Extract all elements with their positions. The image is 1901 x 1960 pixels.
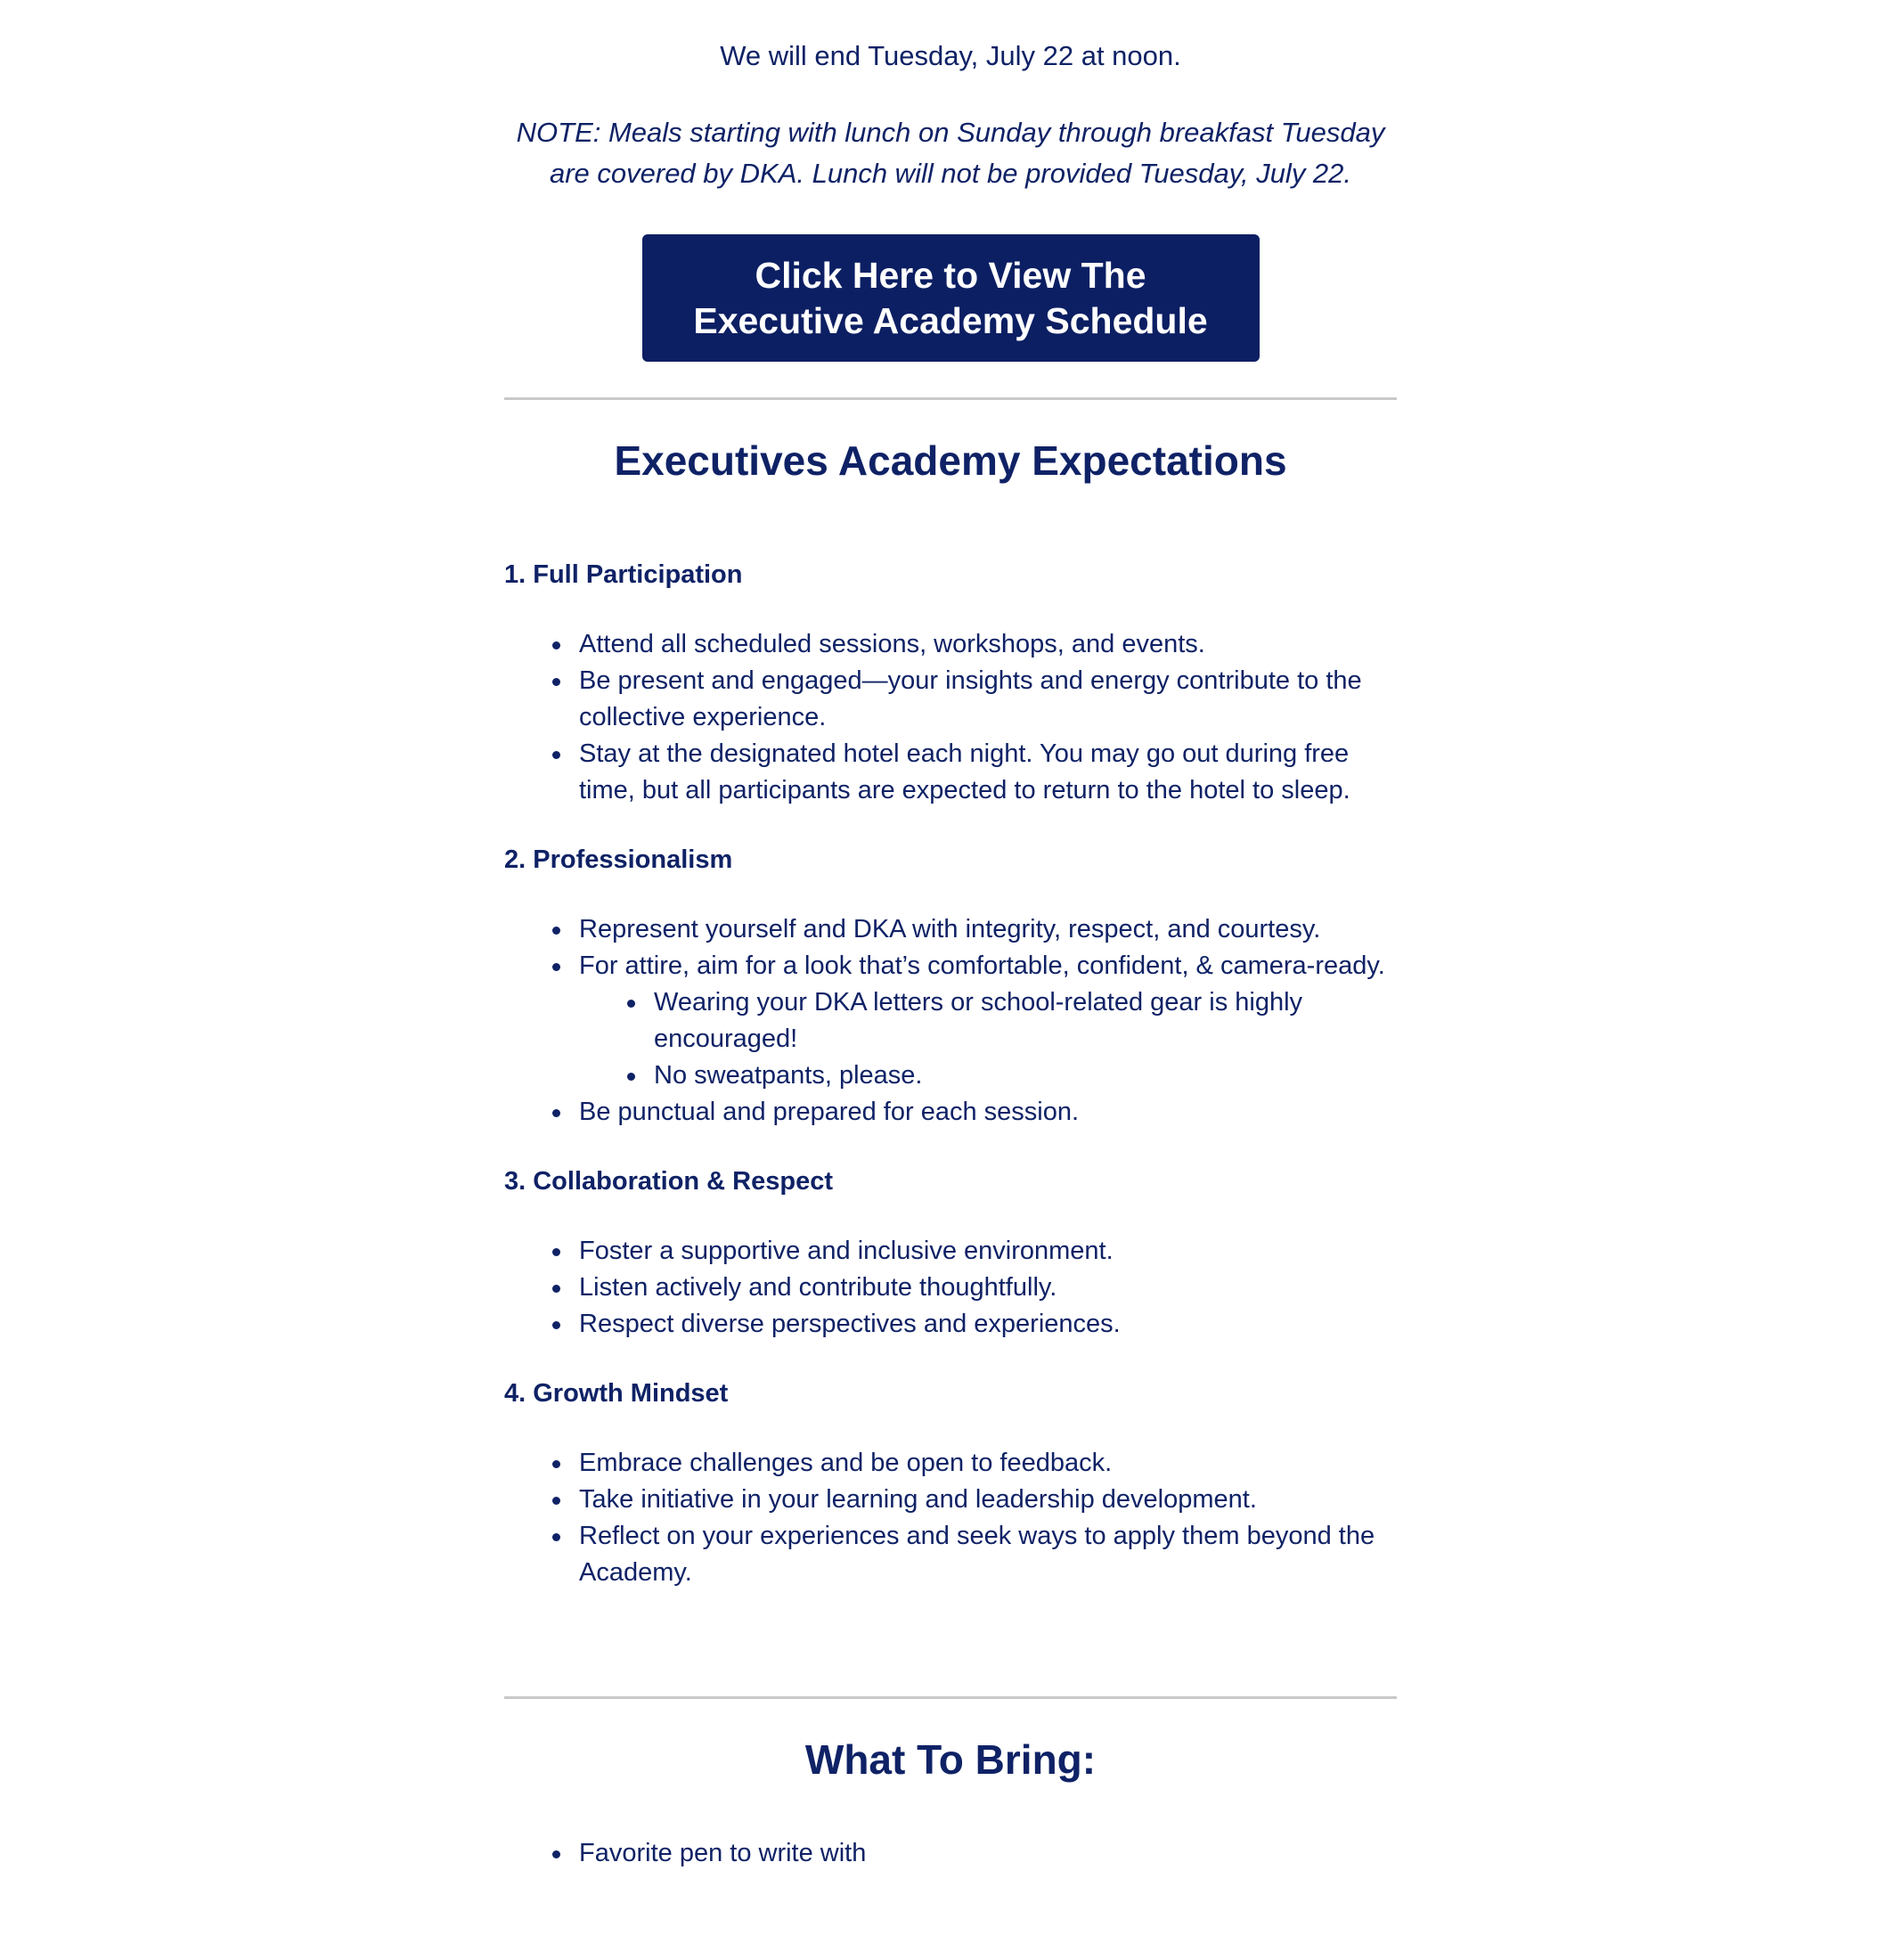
list-item [579, 1306, 1397, 1343]
bullet-icon [552, 678, 560, 686]
view-schedule-button[interactable] [642, 234, 1260, 362]
bullet-icon [552, 1109, 560, 1117]
list-item-text: Favorite pen to write with [579, 1839, 867, 1867]
button-wrapper [504, 234, 1397, 362]
bullet-icon [552, 1321, 560, 1329]
bullet-icon [627, 1073, 635, 1081]
list-item [579, 1445, 1397, 1482]
list-item [579, 663, 1397, 736]
list-item-text: Stay at the designated hotel each night. You may go out during free time, but all participants are expected to return to the hotel to sleep. [579, 739, 1350, 804]
what-to-bring-list [504, 1835, 1397, 1872]
list-item [579, 1094, 1397, 1131]
list-item [579, 736, 1397, 809]
growth-mindset-list [504, 1445, 1397, 1591]
group-title-collaboration: 3. Collaboration & Respect [504, 1167, 834, 1196]
list-item-text: Be punctual and prepared for each session. [579, 1098, 1080, 1126]
section-divider [504, 1696, 1397, 1699]
list-item [579, 1233, 1397, 1270]
list-item-text: Reflect on your experiences and seek ways to apply them beyond the Academy. [579, 1522, 1375, 1587]
full-participation-list [504, 626, 1397, 809]
bullet-icon [552, 1497, 560, 1505]
list-item [579, 1482, 1397, 1518]
sub-list-item [654, 1058, 1397, 1094]
list-item-text: Take initiative in your learning and leadership development. [579, 1485, 1257, 1514]
professionalism-list [504, 911, 1397, 1131]
group-title-growth-mindset: 4. Growth Mindset [504, 1379, 729, 1408]
expectations-heading: Executives Academy Expectations [614, 437, 1287, 484]
list-item-text: Listen actively and contribute thoughtfully. [579, 1273, 1057, 1302]
bullet-icon [552, 641, 560, 649]
sub-list-item-text: No sweatpants, please. [654, 1061, 923, 1090]
list-item-text: Represent yourself and DKA with integrity, respect, and courtesy. [579, 915, 1321, 943]
list-item [579, 1270, 1397, 1306]
bullet-icon [552, 1285, 560, 1293]
bullet-icon [552, 751, 560, 759]
bullet-icon [552, 927, 560, 935]
collaboration-list [504, 1233, 1397, 1343]
bullet-icon [552, 1850, 560, 1858]
list-item-text: For attire, aim for a look that’s comfortable, confident, & camera-ready. [579, 951, 1385, 980]
sub-list-item [654, 984, 1397, 1058]
bullet-icon [552, 1248, 560, 1256]
list-item-text: Be present and engaged—your insights and energy contribute to the collective experience. [579, 666, 1362, 731]
bullet-icon [552, 963, 560, 971]
email-content [504, 0, 1397, 1872]
list-item [579, 911, 1397, 948]
list-item [579, 1835, 1397, 1872]
list-item-text: Embrace challenges and be open to feedback. [579, 1449, 1113, 1477]
meals-note: NOTE: Meals starting with lunch on Sunday through breakfast Tuesday are covered by DKA. Lunch will not be provided Tuesday, July 22. [516, 117, 1385, 189]
list-item [579, 626, 1397, 663]
bullet-icon [552, 1533, 560, 1541]
what-to-bring-heading: What To Bring: [804, 1736, 1097, 1783]
group-title-professionalism: 2. Professionalism [504, 845, 733, 874]
list-item [579, 1518, 1397, 1591]
list-item [579, 948, 1397, 1094]
attire-sublist [579, 984, 1397, 1094]
list-item-text: Foster a supportive and inclusive environment. [579, 1237, 1114, 1265]
list-item-text: Respect diverse perspectives and experiences. [579, 1310, 1121, 1338]
section-divider [504, 397, 1397, 400]
end-time-text: We will end Tuesday, July 22 at noon. [720, 40, 1181, 71]
group-title-full-participation: 1. Full Participation [504, 560, 743, 589]
list-item-text: Attend all scheduled sessions, workshops, and events. [579, 630, 1205, 658]
button-label-line-1: Click Here to View The [755, 255, 1146, 296]
bullet-icon [552, 1460, 560, 1468]
bullet-icon [627, 1000, 635, 1008]
sub-list-item-text: Wearing your DKA letters or school-related gear is highly encouraged! [654, 988, 1303, 1053]
button-label-line-2: Executive Academy Schedule [693, 300, 1208, 341]
